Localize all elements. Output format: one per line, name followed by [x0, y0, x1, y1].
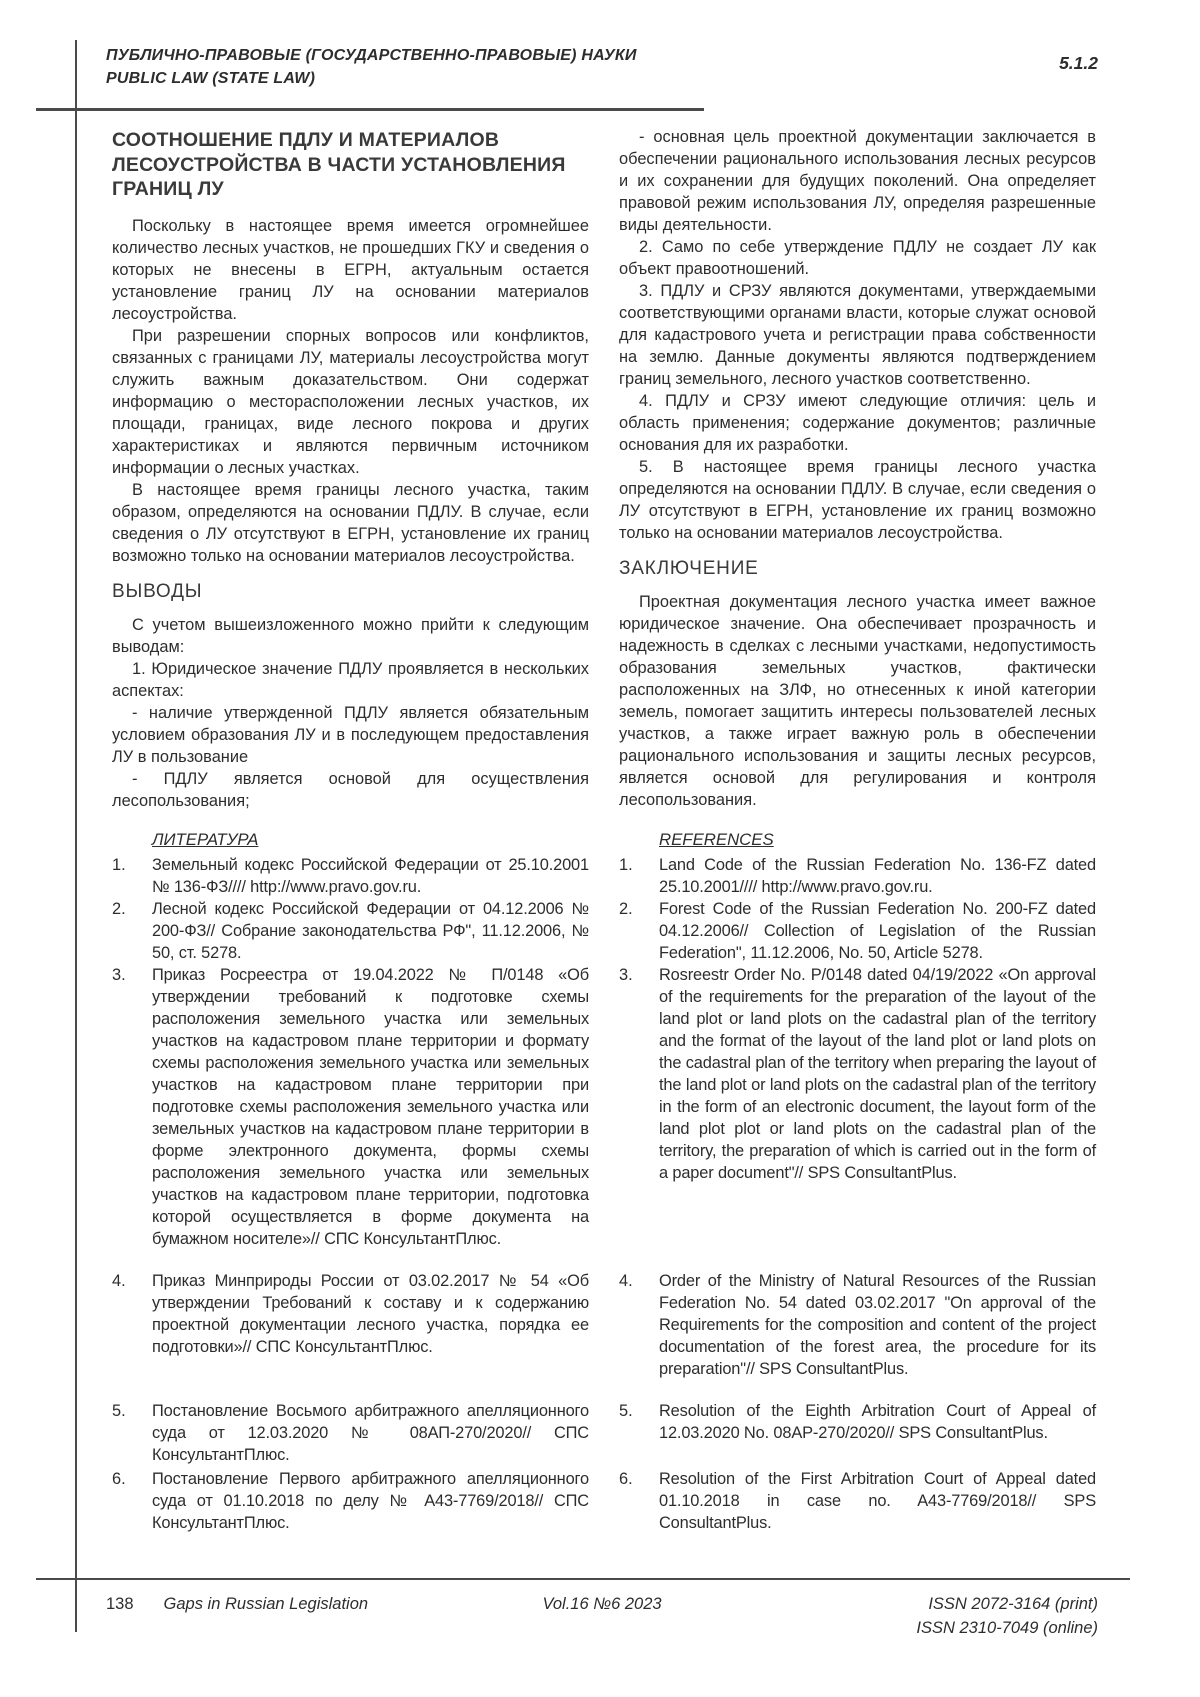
article-body	[112, 126, 1096, 1534]
conclusion-heading: ЗАКЛЮЧЕНИЕ	[619, 558, 759, 579]
classification-code: 5.1.2	[1059, 53, 1098, 73]
issn-print: ISSN 2072-3164 (print)	[928, 1595, 1099, 1613]
reference-text: Forest Code of the Russian Federation No. 200-FZ dated 04.12.2006// Collection of Legislation of the Russian Federation", 11.12.2006, No. 50, Article 5278.	[659, 899, 1096, 962]
reference-item	[619, 964, 1096, 1184]
references-list	[619, 1468, 1096, 1534]
reference-item	[112, 964, 589, 1250]
reference-text: Земельный кодекс Российской Федерации от 25.10.2001 № 136-ФЗ//// http://www.pravo.gov.ru.	[152, 855, 589, 896]
reference-text: Resolution of the Eighth Arbitration Court of Appeal of 12.03.2020 No. 08AP-270/2020// SPS ConsultantPlus.	[659, 1401, 1096, 1442]
reference-text: Приказ Росреестра от 19.04.2022 № П/0148 «Об утверждении требований к подготовке схемы расположения земельного участка или земельных участков на кадастровом плане территории и формату схемы расположения земельного участка или земельных участков на кадастровом плане территории при подготовке схемы расположения земельного участка или земельных участков на кадастровом плане территории в форме электронного документа, формы схемы расположения земельного участка или земельных участков на кадастровом плане территории, подготовка которой осуществляется в форме документа на бумажном носителе»// СПС КонсультантПлюс.	[152, 965, 589, 1248]
reference-number: 3.	[619, 965, 633, 984]
reference-item	[619, 1468, 1096, 1534]
reference-text: Лесной кодекс Российской Федерации от 04.12.2006 № 200-ФЗ// Собрание законодательства РФ", 11.12.2006, № 50, ст. 5278.	[152, 899, 589, 962]
body-paragraph: Проектная документация лесного участка имеет важное юридическое значение. Она обеспечивает прозрачность и надежность в сделках с лесными участками, недопустимость образования земельных участков, фактически расположенных на ЗЛФ, но отнесенных к иной категории земель, помогает защитить интересы пользователей лесных участков, а также играет важную роль в обеспечении рационального использования и защиты лесных ресурсов, является основой для регулирования и контроля лесопользования.	[619, 593, 1096, 809]
issn-online: ISSN 2310-7049 (online)	[916, 1619, 1099, 1637]
reference-item	[619, 1270, 1096, 1380]
reference-text: Постановление Восьмого арбитражного апелляционного суда от 12.03.2020 № 08АП-270/2020// СПС КонсультантПлюс.	[152, 1401, 589, 1464]
body-paragraph: С учетом вышеизложенного можно прийти к следующим выводам:	[112, 615, 589, 656]
right-column	[619, 126, 1096, 812]
discipline-label-en: PUBLIC LAW (STATE LAW)	[106, 70, 316, 87]
reference-item	[619, 1400, 1096, 1444]
findings-heading: ВЫВОДЫ	[112, 580, 203, 602]
body-paragraph: 5. В настоящее время границы лесного участка определяются на основании ПДЛУ. В случае, если сведения о ЛУ отсутствуют в ЕГРН, установление их границ возможно только на основании материалов лесоустройства.	[619, 458, 1096, 542]
reference-text: Resolution of the First Arbitration Court of Appeal dated 01.10.2018 in case no. A43-7769/2018// SPS ConsultantPlus.	[659, 1469, 1096, 1532]
body-paragraph: Поскольку в настоящее время имеется огромнейшее количество лесных участков, не прошедших ГКУ и сведения о которых не внесены в ЕГРН, актуальным остается установление границ ЛУ на основании материалов лесоустройства.	[112, 216, 589, 323]
reference-number: 4.	[112, 1271, 126, 1290]
discipline-block	[106, 44, 637, 90]
literature-list	[112, 1400, 589, 1466]
literature-heading: ЛИТЕРАТУРА	[152, 829, 259, 849]
reference-number: 6.	[112, 1469, 126, 1488]
body-paragraph: - наличие утвержденной ПДЛУ является обязательным условием образования ЛУ и в последующем предоставления ЛУ в пользование	[112, 703, 589, 766]
reference-item	[112, 1468, 589, 1534]
body-paragraph: 1. Юридическое значение ПДЛУ проявляется в нескольких аспектах:	[112, 659, 589, 700]
body-paragraph: В настоящее время границы лесного участка, таким образом, определяются на основании ПДЛУ. В случае, если сведения о ЛУ отсутствуют в ЕГРН, установление их границ возможно только на основании материалов лесоустройства.	[112, 480, 589, 565]
reference-text: Order of the Ministry of Natural Resources of the Russian Federation No. 54 dated 03.02.2017 "On approval of the Requirements for the composition and content of the project documentation of the forest area, the procedure for its preparation"// SPS ConsultantPlus.	[659, 1271, 1096, 1378]
reference-item	[619, 898, 1096, 964]
reference-item	[112, 854, 589, 898]
reference-number: 5.	[619, 1401, 633, 1420]
reference-item	[619, 854, 1096, 898]
reference-text: Rosreestr Order No. P/0148 dated 04/19/2022 «On approval of the requirements for the preparation of the layout of the land plot or land plots on the cadastral plan of the territory and the format of the layout of the land plot or land plots on the cadastral plan of the territory when preparing the layout of the land plot or land plots on the cadastral plan of the territory in the form of an electronic document, the layout form of the land plot plot or land plots on the cadastral plan of the territory, the preparation of which is carried out in the form of a paper document"// SPS ConsultantPlus.	[659, 965, 1096, 1182]
journal-title: Gaps in Russian Legislation	[163, 1595, 369, 1613]
footer-divider	[36, 1578, 1130, 1580]
page-header	[106, 44, 1098, 90]
body-paragraph: 3. ПДЛУ и СРЗУ являются документами, утверждаемыми соответствующими органами власти, которые служат основой для кадастрового учета и регистрации права собственности на землю. Данные документы являются подтверждением границ земельного, лесного участков соответственно.	[619, 282, 1096, 388]
references-list	[619, 854, 1096, 1250]
discipline-label-ru: ПУБЛИЧНО-ПРАВОВЫЕ (ГОСУДАРСТВЕННО-ПРАВОВЫЕ) НАУКИ	[106, 47, 637, 64]
left-margin-line	[75, 40, 77, 1632]
page-footer	[106, 1592, 1098, 1640]
reference-text: Land Code of the Russian Federation No. 136-FZ dated 25.10.2001//// http://www.pravo.gov.ru.	[659, 855, 1096, 896]
reference-number: 6.	[619, 1469, 633, 1488]
literature-list	[112, 854, 589, 1250]
references-heading: REFERENCES	[659, 829, 774, 849]
reference-number: 1.	[112, 855, 126, 874]
left-column	[112, 126, 589, 812]
reference-text: Приказ Минприроды России от 03.02.2017 № 54 «Об утверждении Требований к составу и к содержанию проектной документации лесного участка, порядка ее подготовки»// СПС КонсультантПлюс.	[152, 1271, 589, 1356]
reference-number: 3.	[112, 965, 126, 984]
footer-right	[767, 1592, 1098, 1640]
body-paragraph: При разрешении спорных вопросов или конфликтов, связанных с границами ЛУ, материалы лесоустройства могут служить важным доказательством. Они содержат информацию о месторасположении лесных участков, их площади, границах, виде лесного покрова и других характеристиках и являются первичным источником информации о лесных участках.	[112, 326, 589, 477]
volume-issue: Vol.16 №6 2023	[542, 1595, 662, 1613]
literature-list	[112, 1270, 589, 1380]
body-paragraph: - основная цель проектной документации заключается в обеспечении рационального использования лесных ресурсов и их сохранении для будущих поколений. Она определяет правовой режим использования ЛУ, определяя разрешенные виды деятельности.	[619, 128, 1096, 234]
article-title: СООТНОШЕНИЕ ПДЛУ И МАТЕРИАЛОВ ЛЕСОУСТРОЙСТВА В ЧАСТИ УСТАНОВЛЕНИЯ ГРАНИЦ ЛУ	[112, 129, 566, 200]
body-paragraph: - ПДЛУ является основой для осуществления лесопользования;	[112, 769, 589, 810]
reference-number: 1.	[619, 855, 633, 874]
header-divider	[36, 108, 704, 111]
reference-item	[112, 1400, 589, 1466]
reference-item	[112, 898, 589, 964]
references-list	[619, 1270, 1096, 1380]
reference-number: 4.	[619, 1271, 633, 1290]
body-paragraph: 4. ПДЛУ и СРЗУ имеют следующие отличия: цель и область применения; содержание документов; различные основания для их разработки.	[619, 392, 1096, 454]
body-paragraph: 2. Само по себе утверждение ПДЛУ не создает ЛУ как объект правоотношений.	[619, 238, 1096, 278]
reference-item	[112, 1270, 589, 1358]
reference-number: 2.	[112, 899, 126, 918]
reference-text: Постановление Первого арбитражного апелляционного суда от 01.10.2018 по делу № А43-7769/2018// СПС КонсультантПлюс.	[152, 1469, 589, 1532]
page-number: 138	[106, 1595, 134, 1613]
reference-number: 2.	[619, 899, 633, 918]
reference-number: 5.	[112, 1401, 126, 1420]
literature-list	[112, 1468, 589, 1534]
footer-left	[106, 1592, 437, 1616]
references-list	[619, 1400, 1096, 1466]
